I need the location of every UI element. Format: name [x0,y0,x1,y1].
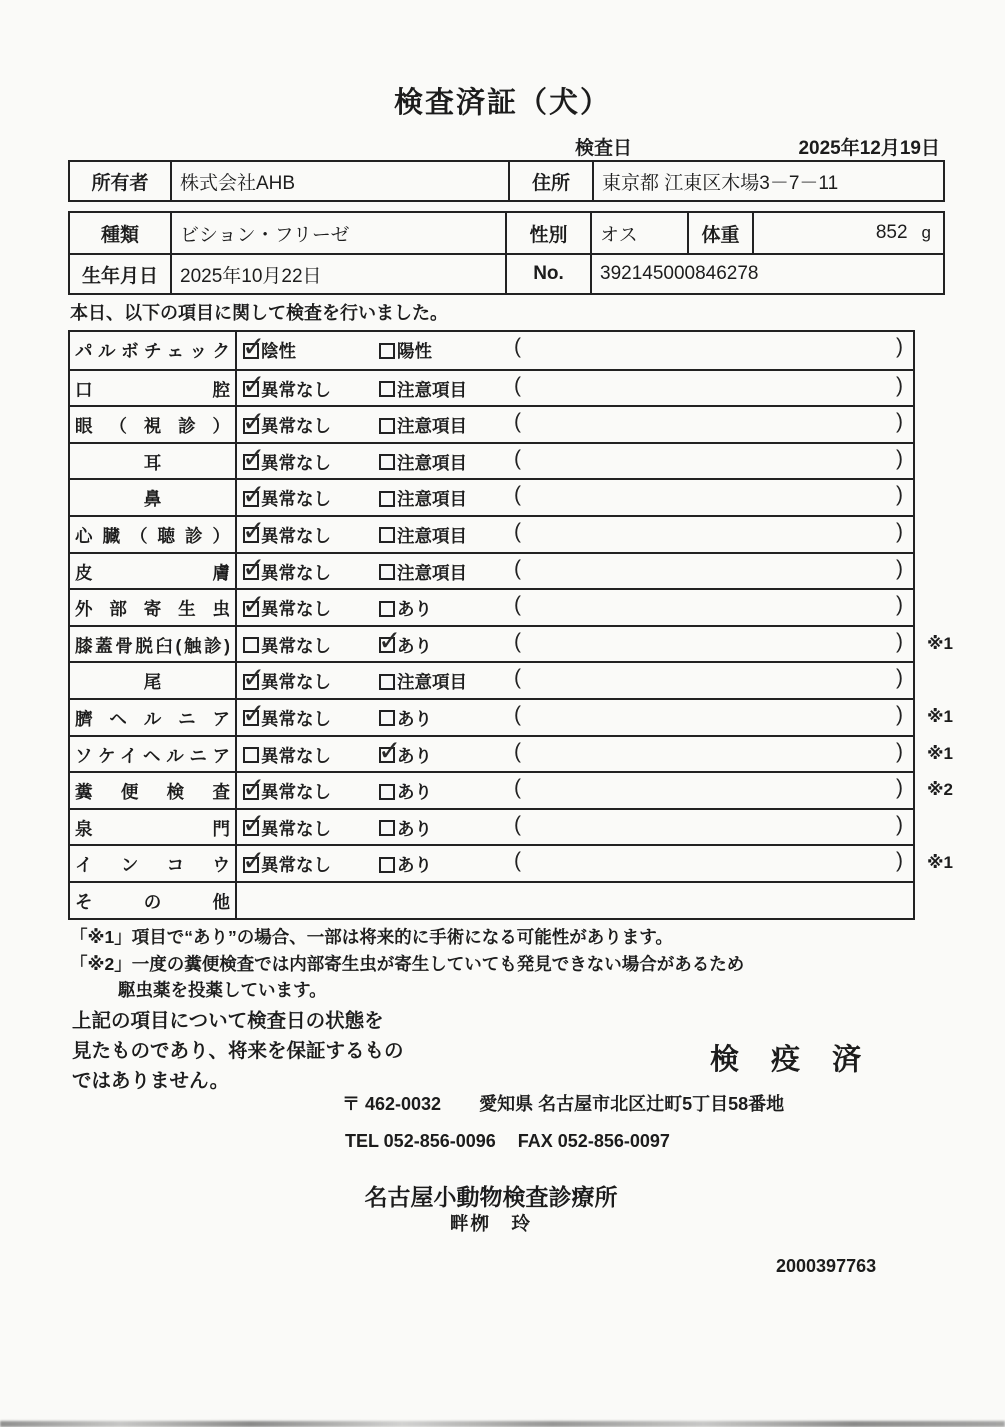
paren-open: ( [514,593,521,617]
owner-address: 東京都 江東区木場3－7－11 [602,172,839,194]
birth-label: 生年月日 [70,255,172,293]
item-label: 尾 [70,663,237,698]
option-label: 注意項目 [397,525,467,546]
paren-close: ) [896,335,903,358]
option-label: あり [397,708,432,729]
checked-checkbox-icon [243,343,259,359]
checklist-row [70,588,913,625]
paren-close: ) [896,812,903,836]
veterinarian-name: 畔栁 玲 [449,1213,532,1234]
paren-open: ( [514,629,521,653]
weight-value: 852 [875,222,908,243]
item-result-cell [237,332,913,369]
item-result-cell [237,846,913,881]
item-label: インコウ [70,846,237,881]
unchecked-checkbox-icon [379,418,395,434]
serial-number: 2000397763 [776,1256,877,1276]
option-label: 異常なし [261,525,331,546]
breed-value: ビション・フリーゼ [172,213,507,253]
unchecked-checkbox-icon [243,747,259,763]
paren-close: ) [896,739,903,763]
option-label: あり [397,855,432,876]
item-label: 臍ヘルニア [70,700,237,735]
option-label: あり [397,599,432,620]
checked-checkbox-icon [243,674,259,690]
item-result-cell [237,554,913,589]
option-primary [243,486,331,511]
checked-checkbox-icon [243,454,259,470]
option-primary [243,633,331,658]
checked-checkbox-icon [243,601,259,617]
checklist-row [70,332,913,369]
option-primary [243,596,331,621]
item-result-cell [237,627,913,662]
inspection-date-value: 2025年12月19日 [798,138,940,159]
option-label: 注意項目 [397,416,467,437]
paren-open: ( [514,335,521,358]
no-value: 392145000846278 [600,263,759,284]
paren-close: ) [896,629,903,653]
checked-checkbox-icon [243,491,259,507]
option-label: 注意項目 [397,562,467,583]
item-result-cell [237,883,913,918]
owner-label: 所有者 [70,162,172,200]
item-result-cell [237,590,913,625]
item-result-cell [237,480,913,515]
paren-open: ( [514,483,521,507]
option-primary [243,816,331,841]
checklist-row [70,808,913,845]
paren-close: ) [896,556,903,580]
option-label: 異常なし [261,818,331,839]
checklist-row [70,515,913,552]
option-secondary [379,377,467,402]
item-result-cell [237,737,913,772]
option-label: 注意項目 [397,672,467,693]
breed-row [70,213,943,253]
paren-close: ) [896,483,903,507]
checked-checkbox-icon [379,747,395,763]
paren-close: ) [896,776,903,800]
option-secondary [379,486,467,511]
owner-name: 株式会社AHB [172,162,510,200]
item-label: その他 [70,883,237,918]
item-result-cell [237,773,913,808]
checklist-row [70,625,953,662]
unchecked-checkbox-icon [379,784,395,800]
sex-value: オス [592,213,689,253]
item-label: 心臓（聴診） [70,517,237,552]
weight-label: 体重 [689,213,754,253]
option-secondary [379,523,467,548]
option-label: 異常なし [261,855,331,876]
animal-table [68,211,945,295]
footnote-marker: ※1 [927,633,953,653]
paren-open: ( [514,776,521,800]
paren-close: ) [896,519,903,543]
footnote-marker: ※2 [927,780,953,800]
option-label: 異常なし [261,416,331,437]
item-label: 膝蓋骨脱臼(触診) [70,627,237,662]
item-result-cell [237,700,913,735]
option-label: 陰性 [261,341,296,361]
paren-close: ) [896,849,903,873]
paren-open: ( [514,849,521,873]
item-label: 外部寄生虫 [70,590,237,625]
disclaimer-statement [72,1006,404,1096]
option-label: 異常なし [261,635,331,656]
option-label: 陽性 [397,341,432,361]
checked-checkbox-icon [243,527,259,543]
footnote-marker: ※1 [927,743,953,763]
birth-row [70,253,943,293]
intro-sentence: 本日、以下の項目に関して検査を行いました。 [70,303,448,323]
checked-checkbox-icon [243,381,259,397]
checklist-row [70,478,913,515]
checked-checkbox-icon [243,784,259,800]
option-secondary [379,706,432,731]
item-result-cell [237,663,913,698]
disclaimer-line-2: 見たものであり、将来を保証するもの [72,1040,404,1062]
option-primary [243,852,331,877]
owner-table [68,160,945,202]
item-result-cell [237,371,913,406]
option-secondary [379,560,467,585]
paren-open: ( [514,702,521,726]
option-primary [243,743,331,768]
unchecked-checkbox-icon [379,343,395,359]
option-secondary [379,633,432,658]
item-label: 泉門 [70,810,237,845]
unchecked-checkbox-icon [379,601,395,617]
inspection-date-label: 検査日 [575,138,633,159]
option-primary [243,413,331,438]
footnote-2-continued: 駆虫薬を投薬しています。 [118,980,327,1000]
clinic-tel: TEL 052-856-0096 [345,1131,496,1151]
checked-checkbox-icon [243,820,259,836]
paren-open: ( [514,556,521,580]
option-label: 異常なし [261,599,331,620]
weight-unit: g [921,223,931,242]
paren-close: ) [896,410,903,434]
option-label: 異常なし [261,708,331,729]
checklist-row [70,369,913,406]
no-label: No. [507,255,592,293]
paren-open: ( [514,410,521,434]
option-primary [243,779,331,804]
checked-checkbox-icon [243,564,259,580]
option-label: 注意項目 [397,379,467,400]
paren-open: ( [514,812,521,836]
footnote-2: 「※2」一度の糞便検査では内部寄生虫が寄生していても発見できない場合があるため [70,954,745,974]
paren-close: ) [896,593,903,617]
checklist-row [70,661,913,698]
option-secondary [379,779,432,804]
clinic-name: 名古屋小動物検査診療所 [364,1184,618,1210]
checklist-row [70,844,953,881]
item-label: 鼻 [70,480,237,515]
unchecked-checkbox-icon [379,820,395,836]
disclaimer-line-3: ではありません。 [72,1070,230,1092]
option-secondary [379,450,467,475]
footnote-1: 「※1」項目で“あり”の場合、一部は将来的に手術になる可能性があります。 [70,927,673,947]
checked-checkbox-icon [379,637,395,653]
checklist-row [70,698,953,735]
option-secondary [379,816,432,841]
checklist-row [70,881,913,918]
unchecked-checkbox-icon [379,381,395,397]
option-primary [243,377,331,402]
scan-artifact-band [0,1421,1005,1427]
option-primary [243,450,331,475]
option-secondary [379,338,432,363]
checked-checkbox-icon [243,418,259,434]
unchecked-checkbox-icon [243,637,259,653]
option-primary [243,669,331,694]
unchecked-checkbox-icon [379,710,395,726]
paren-close: ) [896,666,903,690]
unchecked-checkbox-icon [379,564,395,580]
option-label: 注意項目 [397,452,467,473]
breed-label: 種類 [70,213,172,253]
option-secondary [379,669,467,694]
checklist-row [70,771,953,808]
clinic-postal-code: 〒 462-0032 [342,1094,442,1114]
option-label: あり [397,635,432,656]
option-label: 注意項目 [397,489,467,510]
clinic-address-line [342,1090,784,1116]
option-label: 異常なし [261,452,331,473]
address-label: 住所 [510,162,594,200]
birth-value: 2025年10月22日 [172,255,507,293]
unchecked-checkbox-icon [379,491,395,507]
paren-open: ( [514,446,521,470]
item-label: 皮膚 [70,554,237,589]
clinic-address: 愛知県 名古屋市北区辻町5丁目58番地 [479,1094,785,1114]
page-title: 検査済証（犬） [393,87,611,119]
option-secondary [379,413,467,438]
unchecked-checkbox-icon [379,674,395,690]
option-label: あり [397,818,432,839]
checked-checkbox-icon [243,710,259,726]
checklist-row [70,552,913,589]
option-primary [243,523,331,548]
checklist-row [70,735,953,772]
checked-checkbox-icon [243,857,259,873]
clinic-contact-line [345,1131,670,1152]
option-label: 異常なし [261,782,331,803]
item-label: ソケイヘルニア [70,737,237,772]
item-result-cell [237,407,913,442]
option-label: あり [397,745,432,766]
paren-open: ( [514,739,521,763]
item-label: 糞便検査 [70,773,237,808]
item-label: 口腔 [70,371,237,406]
item-label: 眼（視診） [70,407,237,442]
item-result-cell [237,517,913,552]
unchecked-checkbox-icon [379,527,395,543]
item-result-cell [237,444,913,479]
footnote-marker: ※1 [927,706,953,726]
paren-close: ) [896,373,903,397]
option-label: 異常なし [261,489,331,510]
paren-close: ) [896,702,903,726]
quarantine-passed-stamp: 検 疫 済 [710,1044,874,1076]
weight-cell [754,213,943,253]
checklist-table [68,330,953,920]
unchecked-checkbox-icon [379,857,395,873]
checklist-row [70,405,913,442]
sex-label: 性別 [507,213,592,253]
paren-close: ) [896,446,903,470]
option-secondary [379,743,432,768]
option-primary [243,338,296,363]
option-label: 異常なし [261,745,331,766]
option-primary [243,706,331,731]
checklist-row [70,442,913,479]
footnote-marker: ※1 [927,853,953,873]
option-primary [243,560,331,585]
disclaimer-line-1: 上記の項目について検査日の状態を [72,1010,384,1032]
option-label: 異常なし [261,379,331,400]
item-label: パルボチェック [70,332,237,369]
option-label: 異常なし [261,562,331,583]
option-label: 異常なし [261,672,331,693]
inspection-date-line [0,133,1005,159]
paren-open: ( [514,666,521,690]
clinic-fax: FAX 052-856-0097 [517,1131,670,1151]
option-secondary [379,852,432,877]
owner-row [70,162,943,200]
paren-open: ( [514,373,521,397]
option-label: あり [397,782,432,803]
item-result-cell [237,810,913,845]
paren-open: ( [514,519,521,543]
item-label: 耳 [70,444,237,479]
option-secondary [379,596,432,621]
unchecked-checkbox-icon [379,454,395,470]
